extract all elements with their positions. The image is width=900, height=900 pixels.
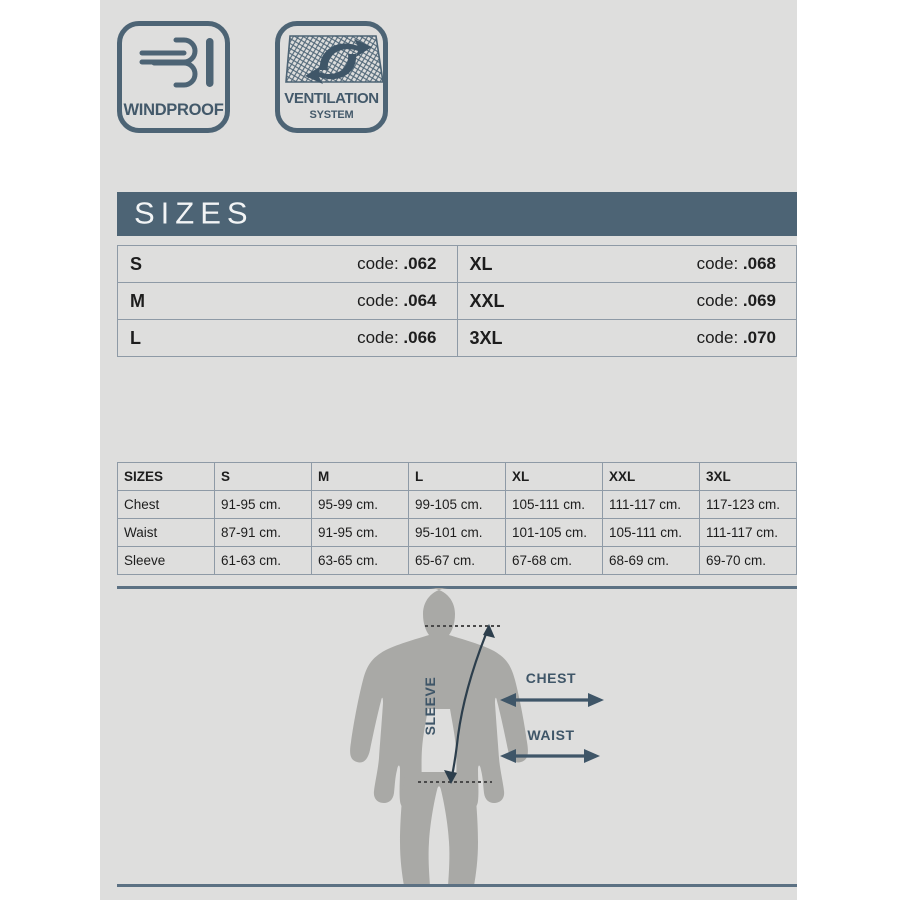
- ventilation-label: VENTILATION: [284, 90, 379, 107]
- code-word: code:: [696, 291, 739, 310]
- measure-value-cell: 67-68 cm.: [506, 547, 603, 575]
- size-label: M: [130, 290, 145, 311]
- measure-value-cell: 105-111 cm.: [603, 519, 700, 547]
- code-value: [697, 254, 784, 274]
- code-word: code:: [357, 291, 399, 310]
- size-label: S: [130, 253, 143, 274]
- table-row: [118, 491, 797, 519]
- code-word: code:: [357, 328, 399, 347]
- measure-row-label: Waist: [118, 519, 215, 547]
- measure-value-cell: 63-65 cm.: [312, 547, 409, 575]
- measure-value-cell: 117-123 cm.: [700, 491, 797, 519]
- measure-size-header: L: [409, 463, 506, 491]
- measure-value-cell: 111-117 cm.: [700, 519, 797, 547]
- sizes-banner: [117, 192, 797, 236]
- size-code-cell: [457, 246, 797, 283]
- table-row: [118, 547, 797, 575]
- size-label: XL: [469, 253, 493, 274]
- measure-value-cell: 87-91 cm.: [215, 519, 312, 547]
- code-value: [357, 328, 444, 348]
- table-row: [118, 320, 797, 357]
- measure-size-header: XL: [506, 463, 603, 491]
- windproof-label: WINDPROOF: [123, 100, 224, 119]
- measurements-table: [117, 462, 797, 575]
- measure-row-label: Chest: [118, 491, 215, 519]
- measure-row-label: Sleeve: [118, 547, 215, 575]
- measure-value-cell: 61-63 cm.: [215, 547, 312, 575]
- measure-value-cell: 95-99 cm.: [312, 491, 409, 519]
- body-measurement-diagram: [100, 586, 797, 886]
- measure-size-header: 3XL: [700, 463, 797, 491]
- code-number: .069: [742, 291, 776, 310]
- size-code-cell: [118, 246, 458, 283]
- wind-lines-icon: [122, 30, 225, 96]
- measure-value-cell: 69-70 cm.: [700, 547, 797, 575]
- sleeve-label: SLEEVE: [422, 676, 438, 736]
- measure-value-cell: 91-95 cm.: [215, 491, 312, 519]
- size-code-cell: [457, 283, 797, 320]
- ventilation-sublabel: SYSTEM: [309, 109, 354, 121]
- divider-rule-bottom: [117, 884, 797, 887]
- measure-value-cell: 65-67 cm.: [409, 547, 506, 575]
- measure-size-header: S: [215, 463, 312, 491]
- measure-value-cell: 91-95 cm.: [312, 519, 409, 547]
- measure-value-cell: 95-101 cm.: [409, 519, 506, 547]
- measure-value-cell: 99-105 cm.: [409, 491, 506, 519]
- size-label: L: [130, 327, 141, 348]
- size-label: XXL: [469, 290, 505, 311]
- code-value: [357, 254, 444, 274]
- code-word: code:: [357, 254, 399, 273]
- measure-value-cell: 101-105 cm.: [506, 519, 603, 547]
- size-code-cell: [457, 320, 797, 357]
- code-number: .068: [742, 254, 776, 273]
- measure-value-cell: 68-69 cm.: [603, 547, 700, 575]
- code-number: .070: [742, 328, 776, 347]
- code-number: .066: [403, 328, 437, 347]
- size-label: 3XL: [469, 327, 503, 348]
- measure-value-cell: 105-111 cm.: [506, 491, 603, 519]
- table-row: [118, 246, 797, 283]
- ventilation-badge: [275, 21, 388, 133]
- windproof-badge: [117, 21, 230, 133]
- content-panel: [100, 0, 797, 900]
- measure-corner-header: SIZES: [118, 463, 215, 491]
- sizes-banner-title: SIZES: [134, 195, 254, 231]
- code-number: .064: [403, 291, 437, 310]
- code-value: [357, 291, 444, 311]
- measure-size-header: M: [312, 463, 409, 491]
- waist-label: WAIST: [527, 727, 575, 743]
- mesh-airflow-arrows-icon: [280, 30, 383, 96]
- code-word: code:: [696, 328, 739, 347]
- chest-label: CHEST: [525, 670, 577, 686]
- table-row: [118, 519, 797, 547]
- measure-size-header: XXL: [603, 463, 700, 491]
- code-word: code:: [696, 254, 739, 273]
- code-value: [697, 291, 784, 311]
- measure-value-cell: 111-117 cm.: [603, 491, 700, 519]
- size-code-cell: [118, 283, 458, 320]
- code-number: .062: [403, 254, 437, 273]
- table-row: [118, 283, 797, 320]
- body-silhouette: [350, 588, 528, 886]
- feature-badges: [117, 21, 388, 133]
- size-code-cell: [118, 320, 458, 357]
- code-value: [697, 328, 784, 348]
- size-codes-table: [117, 245, 797, 357]
